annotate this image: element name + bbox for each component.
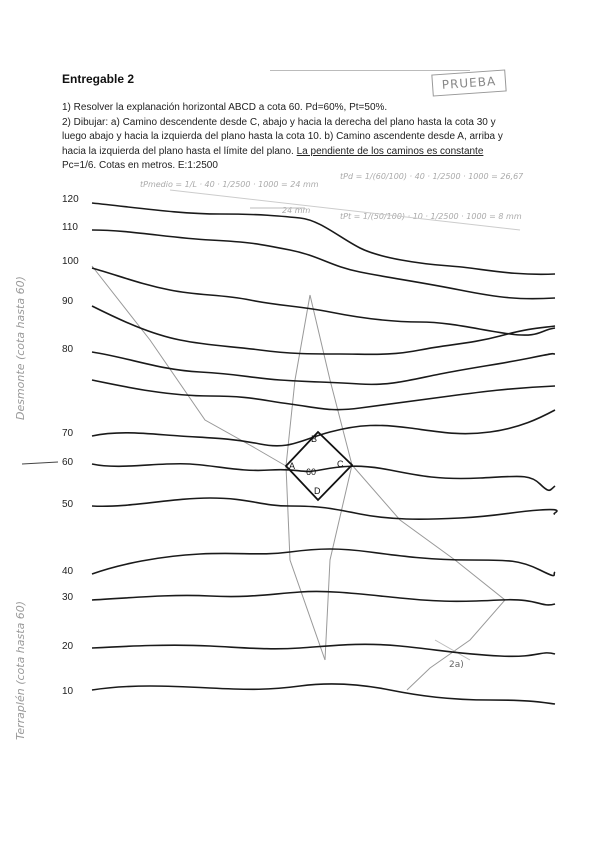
calc-guide xyxy=(170,190,520,230)
vertex-label-b: B xyxy=(311,434,318,444)
path-a-descending xyxy=(352,465,505,690)
contour-label-50: 50 xyxy=(62,499,74,510)
underlined-slope-text: La pendiente de los caminos es constante xyxy=(296,145,484,157)
statement-line-3: luego abajo y hacia la izquierda del plano hasta la cota 10. b) Camino ascendente desde A, arriba y xyxy=(62,131,503,143)
fill-line-right xyxy=(325,465,352,660)
contour-50 xyxy=(92,498,557,519)
calc-note-mean-slope: tPmedio = 1/L · 40 · 1/2500 · 1000 = 24 mm xyxy=(140,180,319,189)
contour-80 xyxy=(92,380,555,410)
statement-line-1: 1) Resolver la explanación horizontal ABCD a cota 60. Pd=60%, Pt=50%. xyxy=(62,102,388,113)
vertex-label-a: A xyxy=(289,461,296,471)
statement-line-4: hacia la izquierda del plano hasta el límite del plano. La pendiente de los caminos es constante xyxy=(62,145,484,157)
contour-10 xyxy=(92,684,555,704)
side-note-terraplen: Terraplén (cota hasta 60) xyxy=(14,600,27,740)
contour-30 xyxy=(92,591,555,604)
contour-label-100: 100 xyxy=(62,256,79,267)
contour-label-90: 90 xyxy=(62,296,74,307)
contour-60 xyxy=(92,464,555,491)
contour-120 xyxy=(92,203,555,274)
contour-label-10: 10 xyxy=(62,686,74,697)
distance-note: 24 mm xyxy=(282,206,311,215)
side-note-desmonte: Desmonte (cota hasta 60) xyxy=(14,276,27,420)
vertex-label-d: D xyxy=(314,486,321,496)
calc-note-cut-slope: tPd = 1/(60/100) · 40 · 1/2500 · 1000 = 26,67 xyxy=(340,172,524,181)
contour-label-30: 30 xyxy=(62,592,74,603)
contour-label-120: 120 xyxy=(62,194,79,205)
vertex-label-c: C xyxy=(337,459,344,469)
prueba-stamp: PRUEBA xyxy=(431,69,506,96)
contour-label-80: 80 xyxy=(62,344,74,355)
contour-label-110: 110 xyxy=(62,222,78,233)
contour-label-40: 40 xyxy=(62,566,74,577)
path-label-2a: 2a) xyxy=(449,660,464,670)
contour-40 xyxy=(92,549,555,576)
contour-label-60: 60 xyxy=(62,457,74,468)
contour-70 xyxy=(92,410,555,446)
document-title: Entregable 2 xyxy=(62,72,135,86)
platform-elevation: 60 xyxy=(306,467,317,477)
statement-line-2: 2) Dibujar: a) Camino descendente desde C, abajo y hacia la derecha del plano hasta la cota 30 y xyxy=(62,116,496,128)
contour-label-20: 20 xyxy=(62,641,74,652)
contour-label-70: 70 xyxy=(62,428,74,439)
statement-line-5: Pc=1/6. Cotas en metros. E:1:2500 xyxy=(62,160,218,172)
reference-tick xyxy=(22,462,58,464)
contour-lines xyxy=(92,203,557,704)
contour-100 xyxy=(92,268,555,335)
calc-note-fill-slope: tPt = 1/(50/100) · 10 · 1/2500 · 1000 = 8 mm xyxy=(340,212,522,221)
